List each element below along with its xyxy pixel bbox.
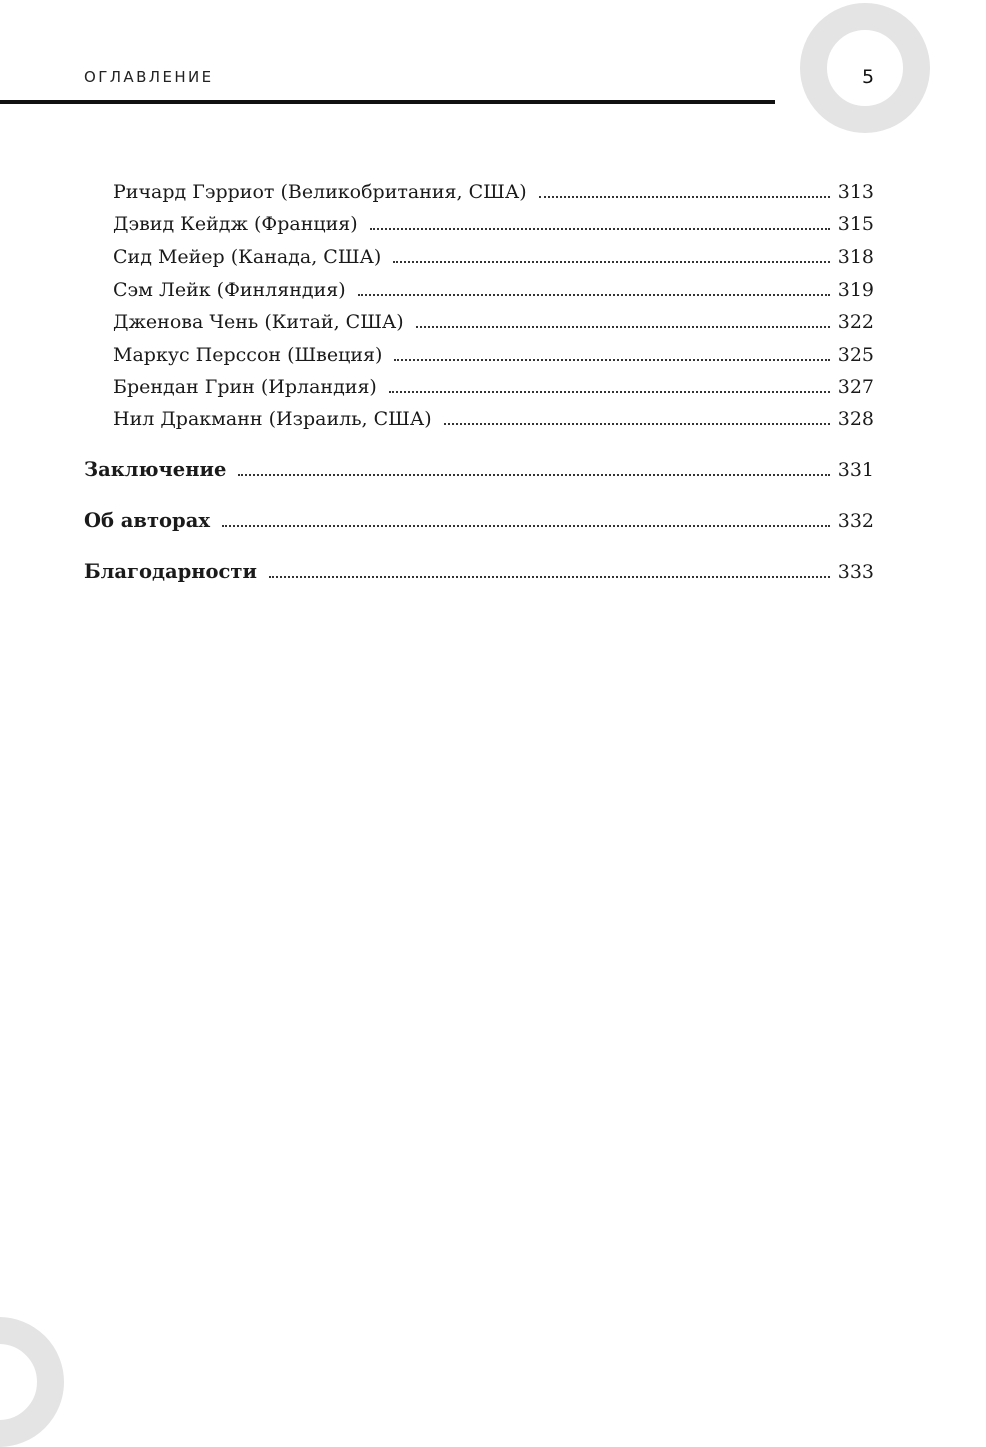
toc-dot-leader (238, 468, 830, 476)
toc-entry-title: Маркус Перссон (Швеция) (113, 344, 383, 366)
toc-entry-persson[interactable] (113, 343, 874, 367)
toc-dot-leader (394, 353, 830, 361)
toc-entry-druckmann[interactable] (113, 407, 874, 431)
toc-entry-title: Сэм Лейк (Финляндия) (113, 279, 346, 301)
toc-entry-garriott[interactable] (113, 180, 874, 204)
running-header-title: ОГЛАВЛЕНИЕ (84, 68, 214, 86)
toc-entry-page: 319 (837, 279, 874, 301)
toc-entry-page: 318 (837, 246, 874, 268)
toc-dot-leader (269, 570, 830, 578)
toc-dot-leader (444, 417, 830, 425)
table-of-contents (0, 0, 986, 600)
toc-section-title: Заключение (84, 458, 227, 481)
toc-entry-cage[interactable] (113, 212, 874, 236)
toc-section-page: 333 (837, 561, 874, 583)
toc-dot-leader (539, 190, 830, 198)
toc-dot-leader (393, 255, 830, 263)
toc-dot-leader (389, 385, 830, 393)
toc-entry-page: 325 (837, 344, 874, 366)
toc-section-acknowledgements[interactable] (84, 560, 874, 584)
toc-entry-page: 322 (837, 311, 874, 333)
toc-entry-title: Дэвид Кейдж (Франция) (113, 213, 358, 235)
toc-dot-leader (222, 519, 830, 527)
toc-section-title: Благодарности (84, 560, 257, 583)
toc-entry-title: Ричард Гэрриот (Великобритания, США) (113, 181, 527, 203)
toc-dot-leader (416, 320, 830, 328)
toc-entry-page: 315 (837, 213, 874, 235)
toc-entry-lake[interactable] (113, 278, 874, 302)
toc-entry-title: Дженова Чень (Китай, США) (113, 311, 404, 333)
toc-entry-chen[interactable] (113, 310, 874, 334)
toc-section-about-authors[interactable] (84, 509, 874, 533)
toc-entry-page: 327 (837, 376, 874, 398)
toc-entry-title: Нил Дракманн (Израиль, США) (113, 408, 432, 430)
toc-entry-meier[interactable] (113, 245, 874, 269)
page-number: 5 (861, 66, 875, 88)
toc-entry-title: Сид Мейер (Канада, США) (113, 246, 382, 268)
toc-section-page: 332 (837, 510, 874, 532)
decorative-ring-bottom (0, 1317, 64, 1447)
toc-dot-leader (370, 222, 830, 230)
toc-entry-title: Брендан Грин (Ирландия) (113, 376, 377, 398)
toc-dot-leader (358, 288, 830, 296)
toc-section-conclusion[interactable] (84, 458, 874, 482)
toc-entry-greene[interactable] (113, 375, 874, 399)
toc-entry-page: 328 (837, 408, 874, 430)
toc-section-title: Об авторах (84, 509, 210, 532)
toc-section-page: 331 (837, 459, 874, 481)
toc-entry-page: 313 (837, 181, 874, 203)
